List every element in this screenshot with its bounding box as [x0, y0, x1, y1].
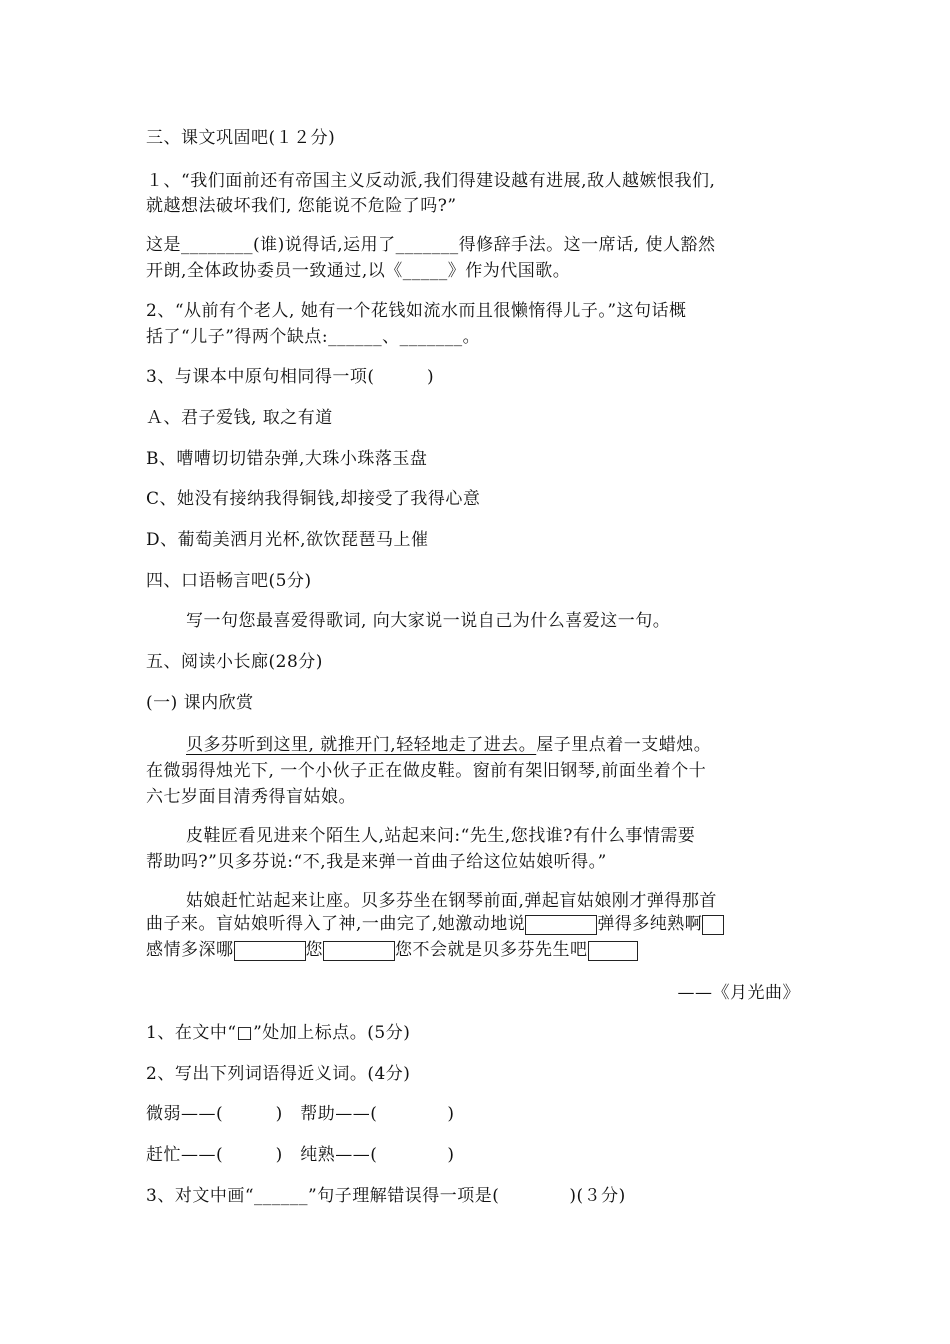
punctuation-box-1[interactable] [525, 915, 597, 935]
section5-heading: 五、阅读小长廊(28分) [146, 652, 323, 672]
section4-heading: 四、口语畅言吧(5分) [146, 571, 312, 591]
subsection-heading: (一) 课内欣赏 [146, 693, 254, 713]
p1-rest: 屋子里点着一支蜡烛。 [536, 735, 712, 755]
passage-p1-line2: 在微弱得烛光下, 一个小伙子正在做皮鞋。窗前有架旧钢琴,前面坐着个十 [146, 761, 707, 781]
p3-line2-text-b: 弹得多纯熟啊 [597, 914, 703, 934]
q2-line2: 括了“儿子”得两个缺点:______、_______。 [146, 327, 481, 347]
option-c: C、她没有接纳我得铜钱,却接受了我得心意 [146, 489, 481, 509]
q1-line1: １、“我们面前还有帝国主义反动派,我们得建设越有进展,敌人越嫉恨我们, [146, 171, 716, 191]
option-b: B、嘈嘈切切错杂弹,大珠小珠落玉盘 [146, 449, 428, 469]
q1-line3: 这是________(谁)说得话,运用了_______得修辞手法。这一席话, 使人豁然 [146, 235, 716, 255]
synonym-row-1: 微弱——( ) 帮助——( ) [146, 1104, 455, 1124]
punctuation-box-5[interactable] [588, 941, 638, 961]
synonym-row-2: 赶忙——( ) 纯熟——( ) [146, 1145, 455, 1165]
passage-p2-line1: 皮鞋匠看见进来个陌生人,站起来问:“先生,您找谁?有什么事情需要 [186, 826, 696, 846]
reading-q2: 2、写出下列词语得近义词。(4分) [146, 1064, 411, 1084]
punctuation-box-4[interactable] [323, 941, 395, 961]
p3-line3-text-b: 您 [305, 940, 323, 960]
passage-p1-line1 [186, 732, 711, 758]
passage-p1-line3: 六七岁面目清秀得盲姑娘。 [146, 787, 356, 807]
section3-heading: 三、课文巩固吧(１２分) [146, 128, 336, 148]
punctuation-box-2[interactable] [702, 915, 724, 935]
underlined-sentence: 贝多芬听到这里, 就推开门,轻轻地走了进去。 [186, 735, 537, 755]
q1-line4: 开朗,全体政协委员一致通过,以《_____》作为代国歌。 [146, 261, 571, 281]
passage-p2-line2: 帮助吗?”贝多芬说:“不,我是来弹一首曲子给这位姑娘听得。” [146, 852, 607, 872]
passage-source: ——《月光曲》 [677, 983, 800, 1003]
option-a: Ａ、君子爱钱, 取之有道 [146, 408, 333, 428]
passage-p3-line1: 姑娘赶忙站起来让座。贝多芬坐在钢琴前面,弹起盲姑娘刚才弹得那首 [186, 891, 717, 911]
p3-line2-text-a: 曲子来。盲姑娘听得入了神,一曲完了,她激动地说 [146, 914, 526, 934]
q2-line1: 2、“从前有个老人, 她有一个花钱如流水而且很懒惰得儿子。”这句话概 [146, 301, 687, 321]
option-d: D、葡萄美洒月光杯,欲饮琵琶马上催 [146, 530, 429, 550]
p3-line3-text-c: 您不会就是贝多芬先生吧 [395, 940, 588, 960]
punctuation-box-3[interactable] [234, 941, 306, 961]
q1-line2: 就越想法破坏我们, 您能说不危险了吗?” [146, 196, 457, 216]
reading-q3: 3、对文中画“______”句子理解错误得一项是( )(３分) [146, 1186, 626, 1206]
reading-q1: 1、在文中“□”处加上标点。(5分) [146, 1023, 411, 1043]
passage-p3-line3 [146, 937, 638, 963]
p3-line3-text-a: 感情多深哪 [146, 940, 234, 960]
q3-stem: 3、与课本中原句相同得一项( ) [146, 367, 435, 387]
passage-p3-line2 [146, 911, 724, 937]
section4-body: 写一句您最喜爱得歌词, 向大家说一说自己为什么喜爱这一句。 [186, 611, 671, 631]
